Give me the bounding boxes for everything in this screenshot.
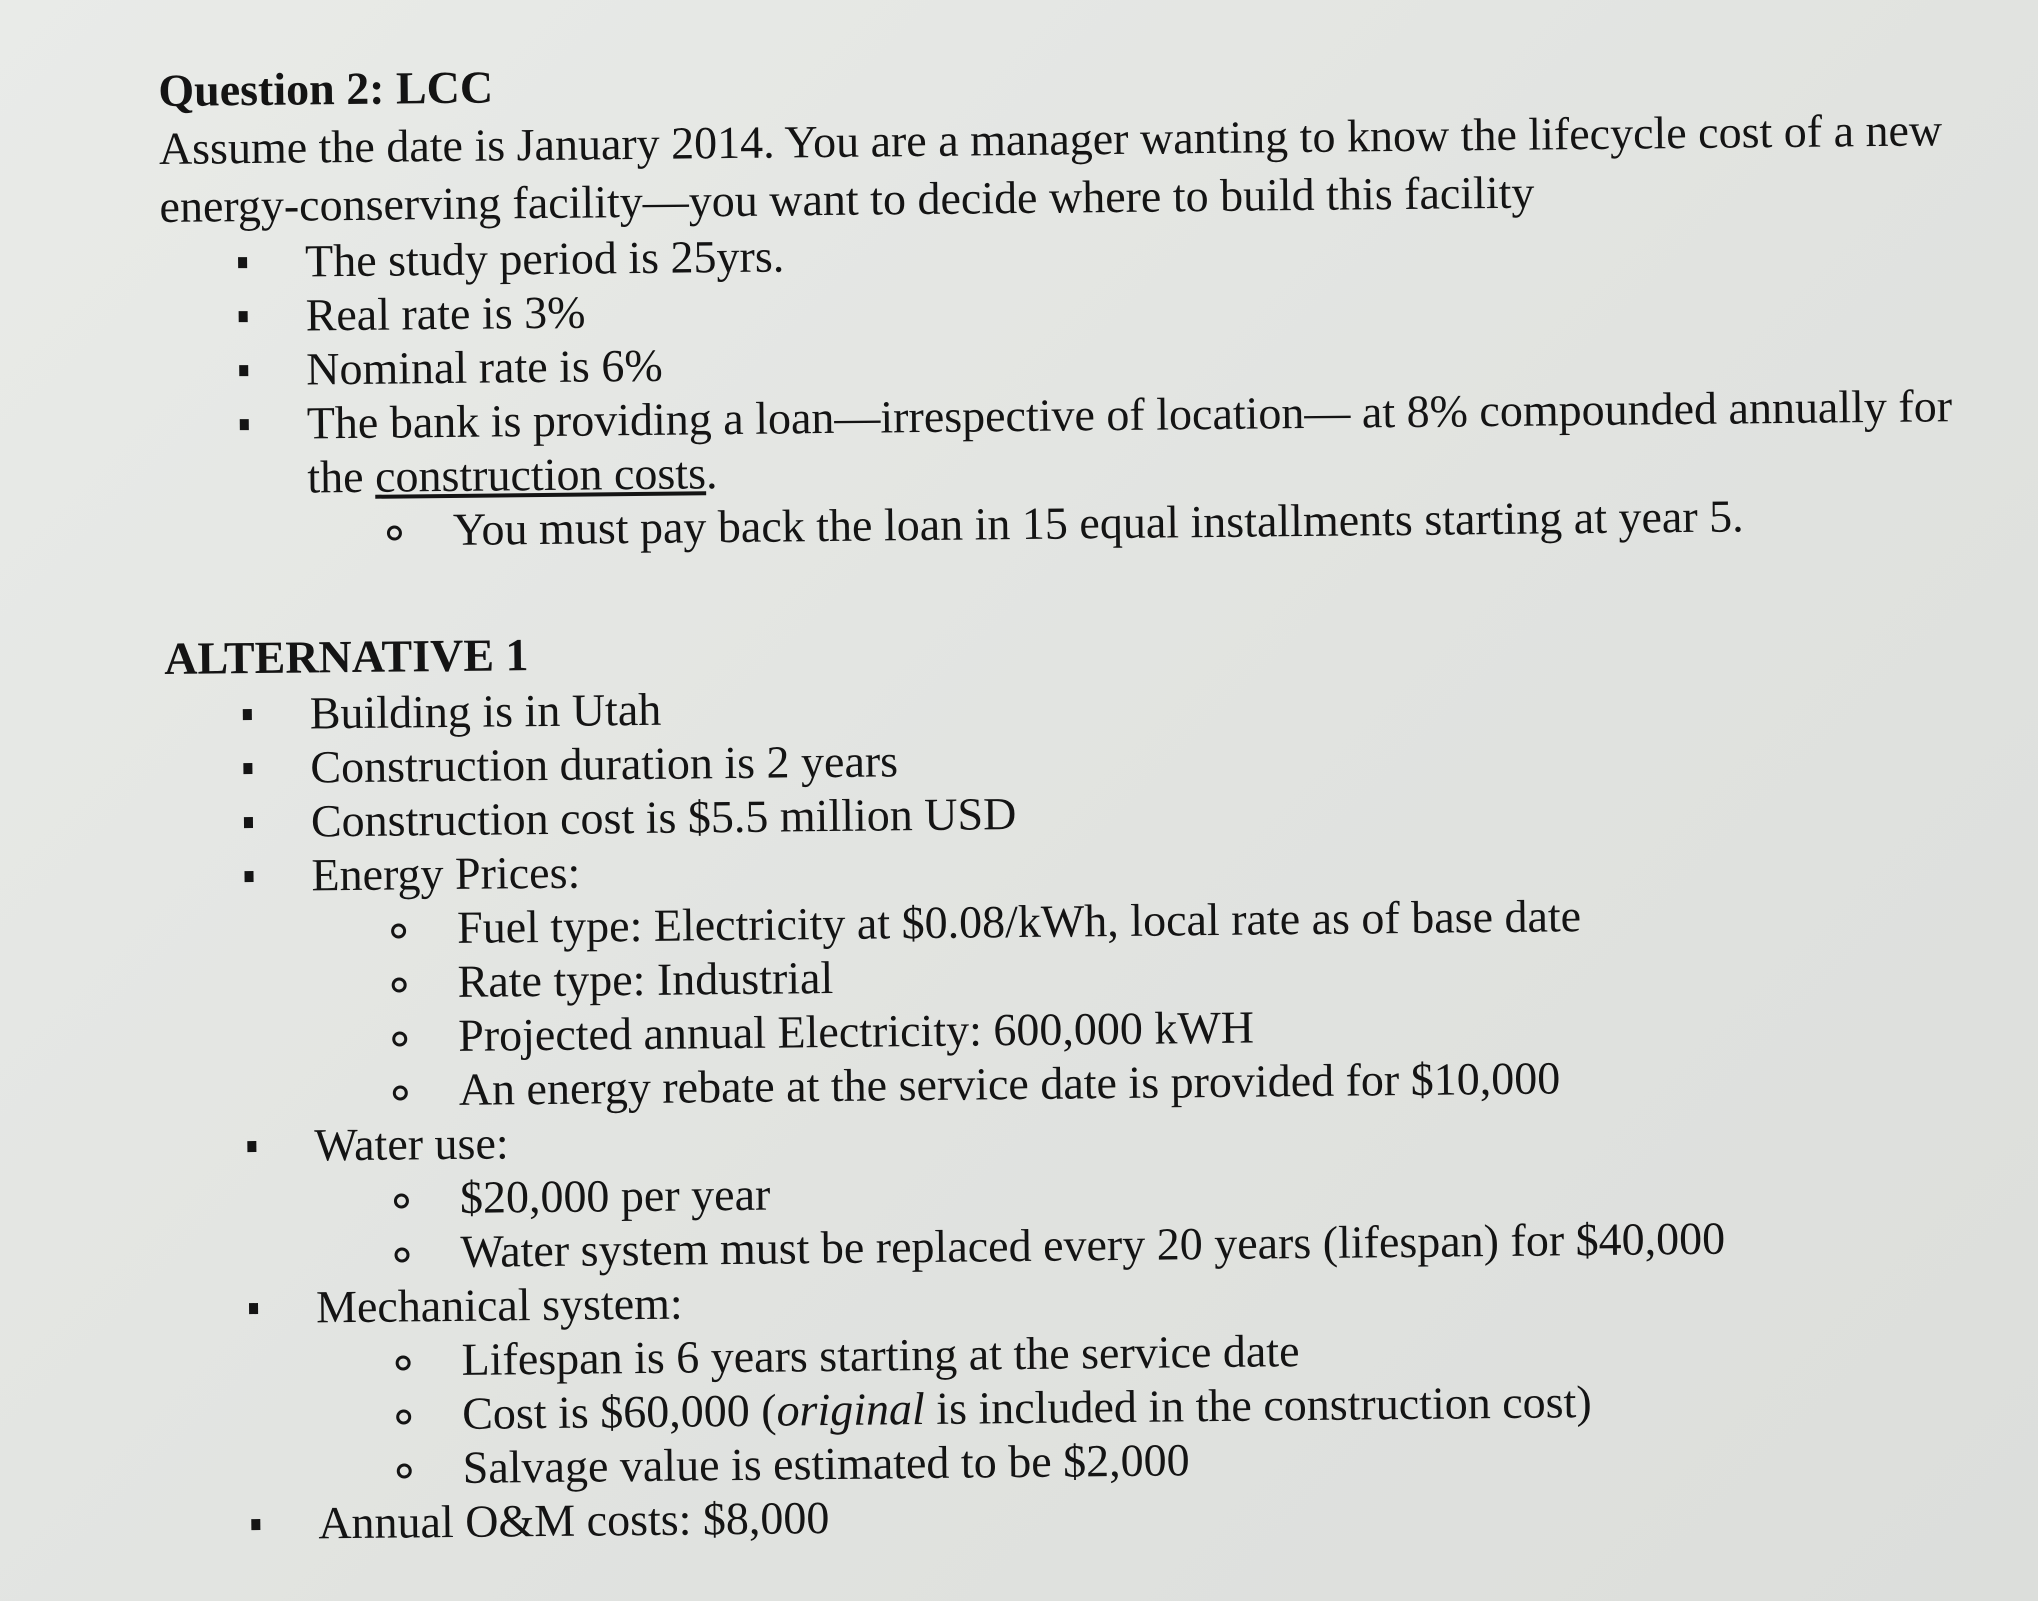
circle-bullet-icon: [387, 525, 402, 540]
bullet-text: Annual O&M costs: $8,000: [318, 1492, 830, 1549]
mechanical-cost-prefix: Cost is $60,000 (: [461, 1384, 777, 1439]
bullet-text: Nominal rate is 6%: [305, 339, 663, 395]
circle-bullet-icon: [392, 1031, 407, 1046]
bullet-text: An energy rebate at the service date is provided for $10,000: [458, 1052, 1561, 1115]
loan-line-1: The bank is providing a loan—irrespective of location— at 8% compounded annually for: [306, 380, 1953, 449]
square-bullet-icon: [244, 871, 253, 882]
question-title: Question 2: LCC: [158, 61, 494, 116]
mechanical-cost-suffix: is included in the construction cost): [924, 1376, 1592, 1435]
circle-bullet-icon: [394, 1247, 409, 1262]
loan-construction-costs: construction costs: [374, 447, 707, 502]
square-bullet-icon: [239, 365, 248, 376]
question-bullet-list: [160, 217, 2003, 560]
bullet-text: Water use:: [314, 1117, 509, 1171]
mechanical-cost-italic: original: [776, 1383, 926, 1436]
square-bullet-icon: [238, 257, 247, 268]
bullet-text: You must pay back the loan in 15 equal installments starting at year 5.: [452, 490, 1744, 555]
intro-line-1: Assume the date is January 2014. You are a manager wanting to know the lifecycle cost of a new: [158, 104, 1943, 174]
loan-line-2-prefix: the: [307, 450, 376, 503]
square-bullet-icon: [240, 419, 249, 430]
bullet-text: Projected annual Electricity: 600,000 kWH: [457, 1001, 1255, 1061]
bullet-text: Real rate is 3%: [305, 286, 586, 341]
bullet-text: Rate type: Industrial: [457, 951, 834, 1007]
circle-bullet-icon: [392, 977, 407, 992]
bullet-loan: [162, 379, 2003, 506]
bullet-text: Fuel type: Electricity at $0.08/kWh, local rate as of base date: [456, 890, 1582, 953]
square-bullet-icon: [239, 311, 248, 322]
bullet-text: Salvage value is estimated to be $2,000: [462, 1434, 1190, 1493]
circle-bullet-icon: [394, 1193, 409, 1208]
circle-bullet-icon: [393, 1085, 408, 1100]
intro-line-2: energy-conserving facility—you want to decide where to build this facility: [159, 166, 1535, 232]
square-bullet-icon: [244, 817, 253, 828]
bullet-text: The study period is 25yrs.: [304, 230, 785, 287]
square-bullet-icon: [243, 709, 252, 720]
loan-line-2-suffix: .: [705, 447, 718, 499]
circle-bullet-icon: [396, 1409, 411, 1424]
bullet-text: Building is in Utah: [309, 683, 662, 739]
bullet-text: Energy Prices:: [311, 846, 581, 901]
square-bullet-icon: [251, 1519, 260, 1530]
circle-bullet-icon: [391, 923, 406, 938]
circle-bullet-icon: [396, 1355, 411, 1370]
bullet-text: Lifespan is 6 years starting at the service date: [461, 1325, 1300, 1385]
bullet-text: Construction duration is 2 years: [310, 735, 899, 793]
document-page: [158, 43, 2014, 1552]
bullet-text: Construction cost is $5.5 million USD: [310, 788, 1017, 847]
bullet-text: Mechanical system:: [315, 1277, 683, 1333]
alternative-1-list: [165, 669, 2014, 1552]
bullet-text: Water system must be replaced every 20 years (lifespan) for $40,000: [460, 1212, 1726, 1277]
square-bullet-icon: [249, 1303, 258, 1314]
alternative-1-title: ALTERNATIVE 1: [163, 629, 529, 684]
bullet-text: $20,000 per year: [459, 1168, 771, 1223]
circle-bullet-icon: [397, 1463, 412, 1478]
square-bullet-icon: [243, 763, 252, 774]
square-bullet-icon: [247, 1141, 256, 1152]
